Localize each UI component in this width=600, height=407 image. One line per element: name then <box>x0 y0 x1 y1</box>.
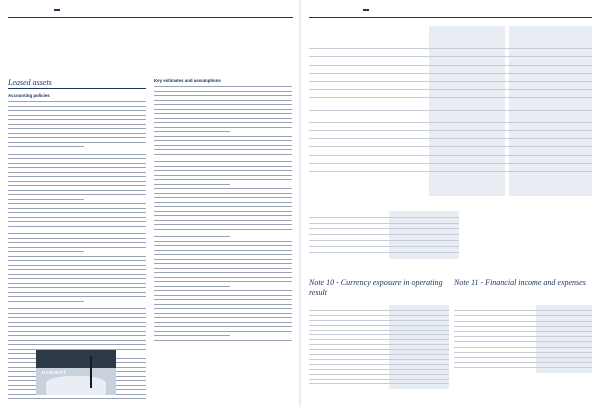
header-subsection-right <box>363 9 369 11</box>
table-row <box>309 73 592 78</box>
table-header-row <box>309 211 459 216</box>
table-row <box>309 315 449 320</box>
page-header <box>52 8 60 12</box>
table-row <box>454 310 592 315</box>
note11-title: Note 11 - Financial income and expenses <box>454 278 586 287</box>
right-of-use-table <box>309 26 592 196</box>
table-row <box>309 359 449 364</box>
table-row <box>309 349 449 354</box>
header-rule-right <box>309 17 592 18</box>
table-row <box>309 325 449 330</box>
table-row <box>454 326 592 331</box>
table-row <box>309 369 449 374</box>
table-row <box>309 354 449 359</box>
table-row <box>454 321 592 326</box>
table-row <box>309 122 592 127</box>
accounting-policies-heading: Accounting policies <box>8 93 50 98</box>
table-row <box>309 330 449 335</box>
table-row <box>309 155 592 160</box>
note11-table <box>454 305 592 375</box>
header-subsection <box>54 9 60 11</box>
lease-pl-table <box>309 211 459 261</box>
table-row <box>309 56 592 61</box>
table-row <box>454 331 592 336</box>
table-row <box>309 374 449 379</box>
table-row <box>309 228 459 233</box>
table-row <box>309 138 592 143</box>
table-header-row <box>454 305 592 310</box>
table-row <box>309 130 592 135</box>
table-row <box>309 320 449 325</box>
table-row <box>309 252 459 257</box>
page-header-right <box>361 8 369 12</box>
table-row <box>454 357 592 362</box>
table-row <box>309 146 592 151</box>
table-row <box>309 379 449 384</box>
table-row <box>454 315 592 320</box>
table-row <box>309 240 459 245</box>
key-estimates-heading: Key estimates and assumptions <box>154 78 221 83</box>
table-row <box>309 97 592 102</box>
table-row <box>309 234 459 239</box>
table-row <box>309 223 459 228</box>
table-header-row <box>309 40 592 45</box>
table-row <box>309 364 449 369</box>
table-row <box>454 367 592 372</box>
table-row <box>454 336 592 341</box>
table-row <box>454 352 592 357</box>
note10-table <box>309 305 449 391</box>
photo-caption: HARVEST <box>42 370 67 375</box>
table-row <box>309 246 459 251</box>
table-row <box>309 81 592 86</box>
table-row <box>309 65 592 70</box>
right-page <box>301 0 600 407</box>
table-row <box>309 217 459 222</box>
table-header-row <box>309 305 449 310</box>
leased-assets-title: Leased assets <box>8 78 52 87</box>
table-row <box>454 362 592 367</box>
table-row <box>309 383 449 388</box>
table-row <box>454 341 592 346</box>
table-row <box>309 339 449 344</box>
table-row <box>309 48 592 53</box>
table-row <box>454 347 592 352</box>
table-row <box>309 163 592 168</box>
table-row <box>309 89 592 94</box>
header-rule <box>8 17 293 18</box>
table-row <box>309 110 592 115</box>
table-row <box>309 344 449 349</box>
table-row <box>309 171 592 176</box>
left-page <box>0 0 299 407</box>
harvest-photo <box>36 350 116 395</box>
note10-title: Note 10 - Currency exposure in operating result <box>309 278 443 297</box>
table-row <box>309 310 449 315</box>
table-row <box>309 334 449 339</box>
